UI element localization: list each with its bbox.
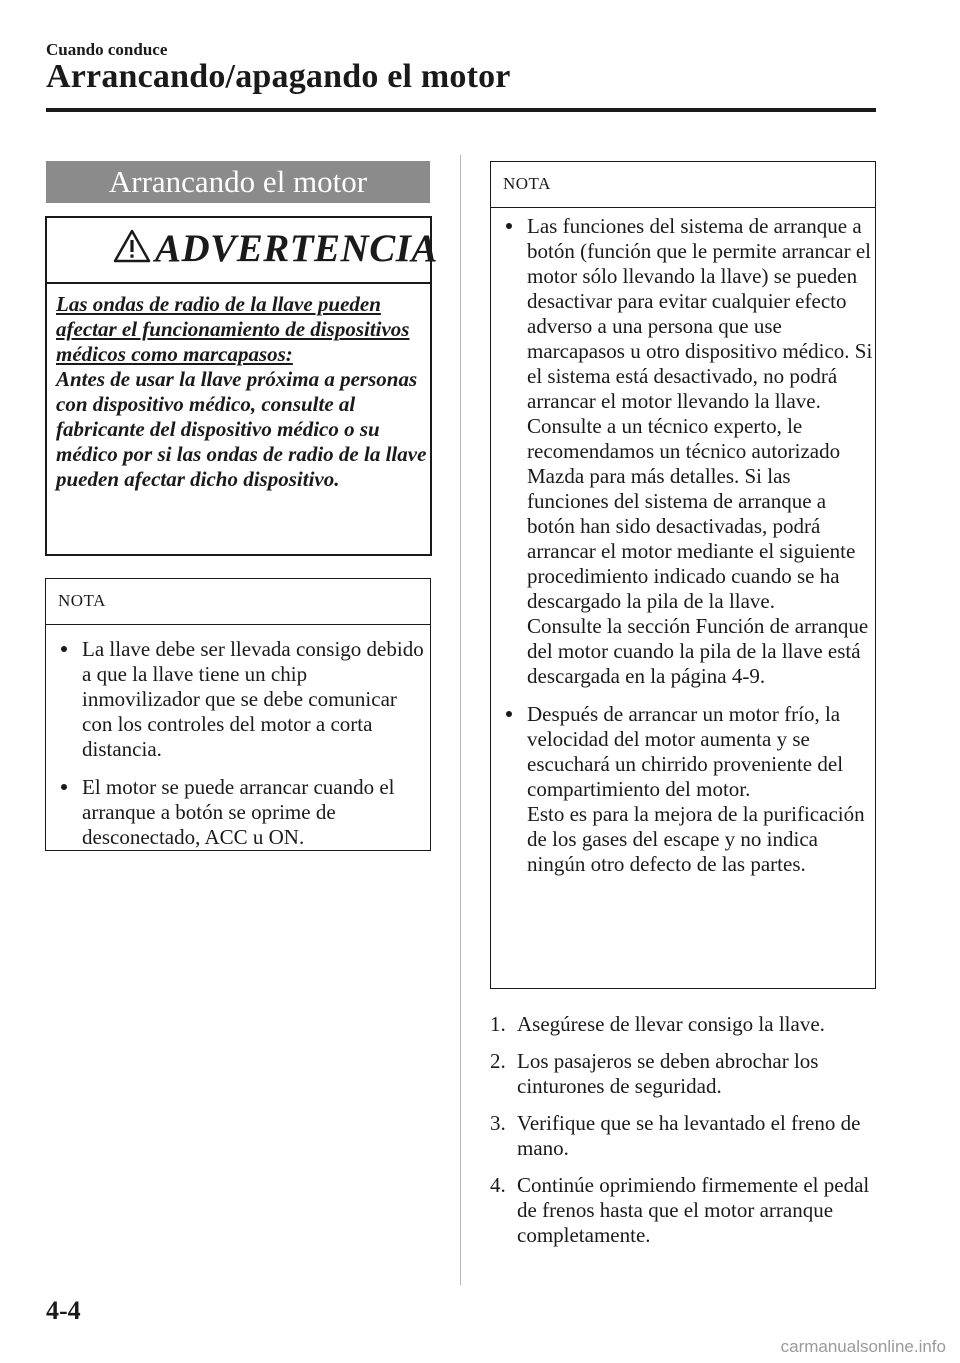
warning-subtitle: Las ondas de radio de la llave pueden afectar el funcionamiento de dispositivos médicos como marcapasos: bbox=[56, 292, 410, 366]
note-item: Las funciones del sistema de arranque a botón (función que le permite arrancar el motor sólo llevando la llave) se pueden desactivar para evitar cualquier efecto adverso a una persona que use marcapasos u otro dispositivo médico. Si el sistema está desactivado, no podrá arrancar el motor llevando la llave. Consulte a un técnico experto, le recomendamos un técnico autorizado Mazda para más detalles. Si las funciones del sistema de arranque a botón han sido desactivadas, podrá arrancar el motor mediante el siguiente procedimiento indicado cuando se ha descargado la pila de la llave. Consulte la sección Función de arranque del motor cuando la pila de la llave está descargada en la página 4-9. bbox=[491, 214, 875, 689]
step-item: 2. Los pasajeros se deben abrochar los cinturones de seguridad. bbox=[490, 1049, 819, 1098]
warning-box bbox=[45, 216, 438, 556]
note-item: Después de arrancar un motor frío, la velocidad del motor aumenta y se escuchará un chirrido proveniente del compartimiento del motor. Esto es para la mejora de la purificación de los gases del escape y no indica ningún otro defecto de las partes. bbox=[491, 702, 875, 877]
step-item: 3. Verifique que se ha levantado el freno de mano. bbox=[490, 1111, 861, 1160]
section-label: Cuando conduce bbox=[46, 40, 168, 59]
note-header bbox=[491, 162, 875, 208]
warning-title: ADVERTENCIA bbox=[155, 227, 438, 270]
note-label: NOTA bbox=[503, 174, 551, 193]
bullet-icon bbox=[506, 711, 512, 717]
section-banner: Arrancando el motor bbox=[46, 161, 430, 203]
note-box bbox=[45, 578, 431, 851]
note-item: El motor se puede arrancar cuando el arranque a botón se oprime de desconectado, ACC u ON. bbox=[46, 775, 430, 850]
note-item-extra: Esto es para la mejora de la purificación de los gases del escape y no indica ningún otro defecto de las partes. bbox=[527, 802, 865, 876]
note-header bbox=[46, 579, 430, 625]
step-item: 4. Continúe oprimiendo firmemente el pedal de frenos hasta que el motor arranque completamente. bbox=[490, 1173, 870, 1247]
bullet-icon bbox=[506, 223, 512, 229]
warning-text bbox=[56, 292, 428, 492]
step-number: 1. bbox=[490, 1012, 506, 1036]
bullet-icon bbox=[61, 646, 67, 652]
note-list bbox=[46, 637, 430, 863]
note-label: NOTA bbox=[58, 591, 106, 610]
steps-list bbox=[490, 1012, 870, 1260]
warning-triangle-icon bbox=[113, 228, 151, 264]
warning-header bbox=[47, 218, 438, 284]
step-number: 2. bbox=[490, 1049, 506, 1073]
step-number: 4. bbox=[490, 1173, 506, 1197]
note-list bbox=[491, 214, 875, 890]
column-divider bbox=[460, 155, 461, 1285]
warning-body: Antes de usar la llave próxima a personas con dispositivo médico, consulte al fabricante del dispositivo médico o su médico por si las ondas de radio de la llave pueden afectar dicho dispositivo. bbox=[56, 367, 427, 491]
step-number: 3. bbox=[490, 1111, 506, 1135]
note-item-reference: Consulte la sección Función de arranque del motor cuando la pila de la llave está descargada en la página 4-9. bbox=[527, 614, 869, 688]
page-title: Arrancando/apagando el motor bbox=[46, 58, 511, 95]
note-box bbox=[490, 161, 876, 989]
header-rule bbox=[46, 108, 876, 112]
page-number: 4-4 bbox=[46, 1296, 81, 1325]
bullet-icon bbox=[61, 784, 67, 790]
step-item: 1. Asegúrese de llevar consigo la llave. bbox=[490, 1012, 825, 1036]
watermark: carmanualsonline.info bbox=[780, 1337, 946, 1356]
note-item: La llave debe ser llevada consigo debido a que la llave tiene un chip inmovilizador que se debe comunicar con los controles del motor a corta distancia. bbox=[46, 637, 430, 762]
